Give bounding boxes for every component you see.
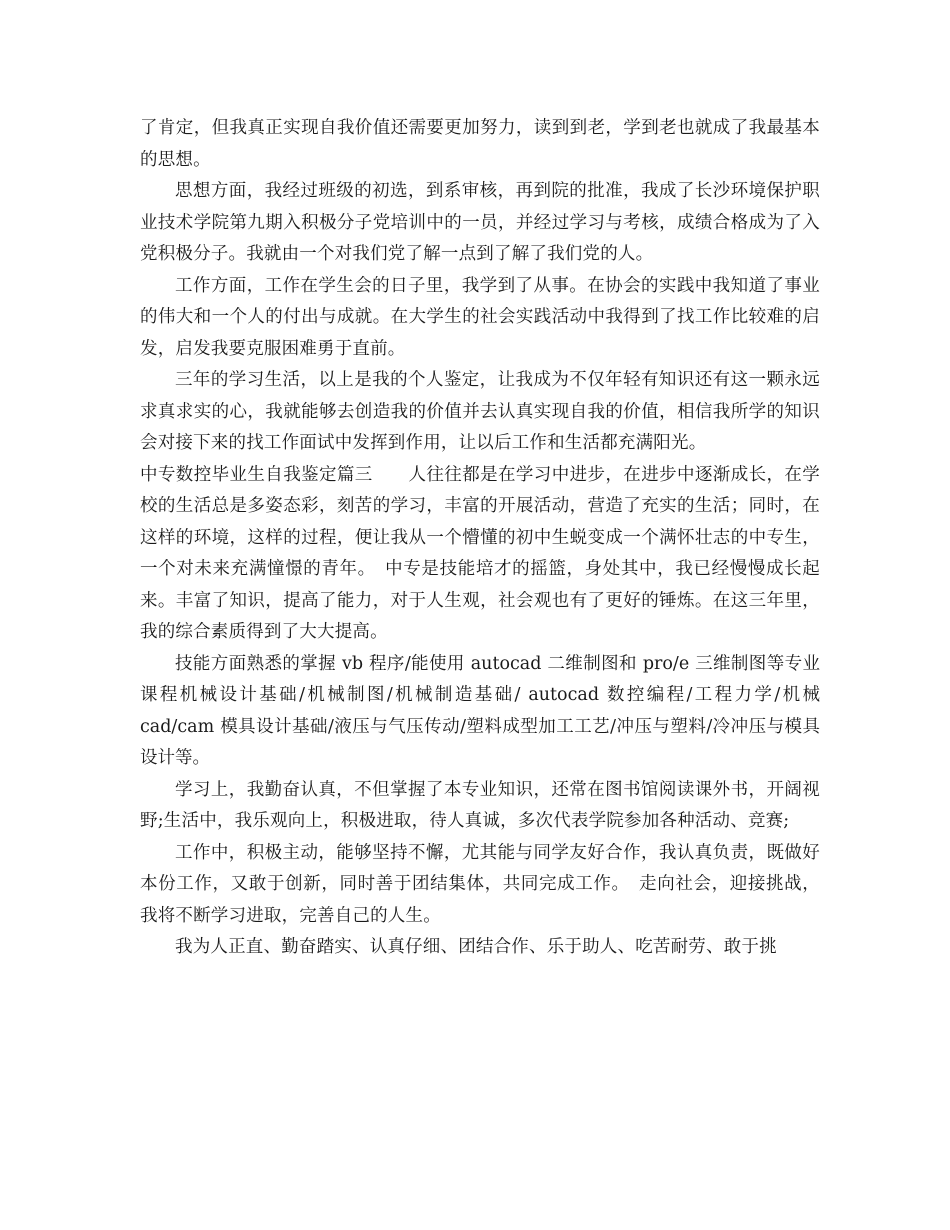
paragraph-continuation: 了肯定，但我真正实现自我价值还需要更加努力，读到到老，学到老也就成了我最基本的思想。 bbox=[140, 118, 820, 170]
paragraph-summary: 三年的学习生活，以上是我的个人鉴定，让我成为不仅年轻有知识还有这一颗永远求真求实的心，我就能够去创造我的价值并去认真实现自我的价值，相信我所学的知识会对接下来的找工作面试中发挥到作用，让以后工作和生活都充满阳光。 bbox=[140, 370, 820, 453]
paragraph-work: 工作方面，工作在学生会的日子里，我学到了从事。在协会的实践中我知道了事业的伟大和一个人的付出与成就。在大学生的社会实践活动中我得到了找工作比较难的启发，启发我要克服困难勇于直前。 bbox=[140, 275, 820, 359]
paragraph-section-three: 中专数控毕业生自我鉴定篇三 人往往都是在学习中进步，在进步中逐渐成长，在学校的生活总是多姿态彩，刻苦的学习，丰富的开展活动，营造了充实的生活；同时，在这样的环境，这样的过程，便让我从一个懵懂的初中生蜕变成一个满怀壮志的中专生，一个对未来充满憧憬的青年。 中专是技能培才的摇篮，身处其中，我已经慢慢成长起来。丰富了知识，提高了能力，对于人生观，社会观也有了更好的锤炼。在这三年里，我的综合素质得到了大大提高。 bbox=[140, 464, 820, 642]
paragraph-job: 工作中，积极主动，能够坚持不懈，尤其能与同学友好合作，我认真负责，既做好本份工作，又敢于创新，同时善于团结集体，共同完成工作。 走向社会，迎接挑战，我将不断学习进取，完善自己的人生。 bbox=[140, 842, 820, 926]
paragraph-character: 我为人正直、勤奋踏实、认真仔细、团结合作、乐于助人、吃苦耐劳、敢于挑 bbox=[175, 937, 777, 957]
paragraph-skills: 技能方面熟悉的掌握 vb 程序/能使用 autocad 二维制图和 pro/e 三维制图等专业课程机械设计基础/机械制图/机械制造基础/ autocad 数控编程/工程力学/机械 cad/cam 模具设计基础/液压与气压传动/塑料成型加工工艺/冲压与塑料/冷冲压与模具设计等。 bbox=[140, 653, 820, 768]
paragraph-study: 学习上，我勤奋认真，不但掌握了本专业知识，还常在图书馆阅读课外书，开阔视野;生活中，我乐观向上，积极进取，待人真诚，多次代表学院参加各种活动、竞赛; bbox=[140, 779, 820, 831]
paragraph-ideology: 思想方面，我经过班级的初选，到系审核，再到院的批准，我成了长沙环境保护职业技术学院第九期入积极分子党培训中的一员，并经过学习与考核，成绩合格成为了入党积极分子。我就由一个对我们党了解一点到了解了我们党的人。 bbox=[140, 181, 820, 264]
document-body bbox=[140, 113, 820, 964]
